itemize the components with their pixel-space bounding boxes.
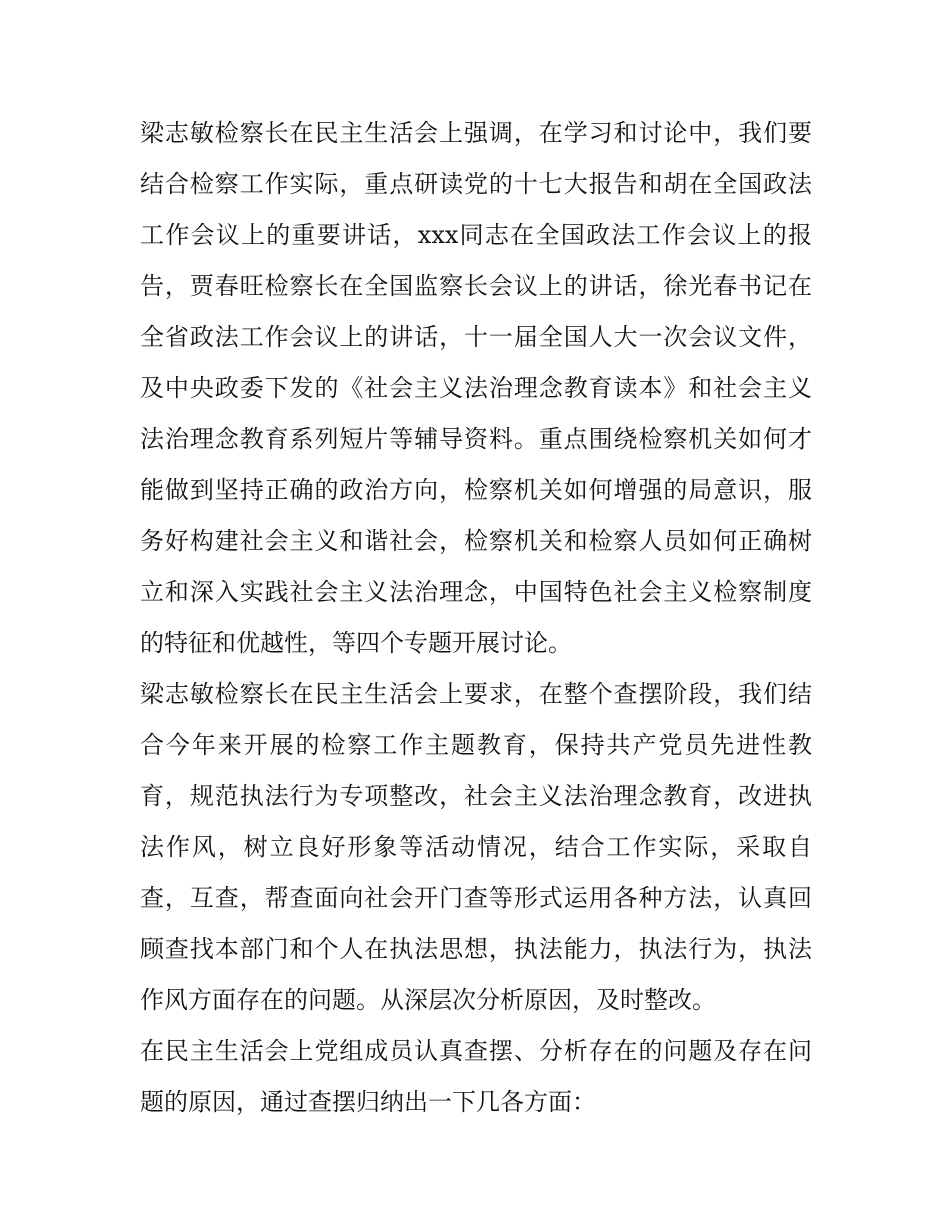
- paragraph-3: [140, 1026, 812, 1128]
- paragraph-line: 立和深入实践社会主义法治理念，中国特色社会主义检察制度: [140, 578, 812, 606]
- paragraph-line: 题的原因，通过查摆归纳出一下几各方面：: [140, 1088, 596, 1116]
- paragraph-line: 顾查找本部门和个人在执法思想，执法能力，执法行为，执法: [140, 935, 812, 963]
- paragraph-line: 在民主生活会上党组成员认真查摆、分析存在的问题及存在问: [140, 1037, 812, 1065]
- paragraph-line: 能做到坚持正确的政治方向，检察机关如何增强的局意识，服: [140, 476, 812, 504]
- paragraph-line: 合今年来开展的检察工作主题教育，保持共产党员先进性教: [140, 731, 812, 759]
- paragraph-line: 育，规范执法行为专项整改，社会主义法治理念教育，改进执: [140, 782, 812, 810]
- paragraph-line: 查，互查，帮查面向社会开门查等形式运用各种方法，认真回: [140, 884, 812, 912]
- paragraph-line: 作风方面存在的问题。从深层次分析原因，及时整改。: [140, 986, 716, 1014]
- paragraph-line: 工作会议上的重要讲话，xxx同志在全国政法工作会议上的报: [140, 221, 812, 249]
- paragraph-1: [140, 108, 812, 669]
- paragraph-2: [140, 669, 812, 1026]
- paragraph-line: 务好构建社会主义和谐社会，检察机关和检察人员如何正确树: [140, 527, 812, 555]
- paragraph-line: 告，贾春旺检察长在全国监察长会议上的讲话，徐光春书记在: [140, 272, 812, 300]
- paragraph-line: 法作风，树立良好形象等活动情况，结合工作实际，采取自: [140, 833, 812, 861]
- paragraph-line: 全省政法工作会议上的讲话，十一届全国人大一次会议文件，: [140, 323, 812, 351]
- paragraph-line: 结合检察工作实际，重点研读党的十七大报告和胡在全国政法: [140, 170, 812, 198]
- paragraph-line: 及中央政委下发的《社会主义法治理念教育读本》和社会主义: [140, 374, 812, 402]
- paragraph-line: 梁志敏检察长在民主生活会上强调，在学习和讨论中，我们要: [140, 119, 812, 147]
- document-body: [140, 108, 812, 1128]
- paragraph-line: 法治理念教育系列短片等辅导资料。重点围绕检察机关如何才: [140, 425, 812, 453]
- paragraph-line: 梁志敏检察长在民主生活会上要求，在整个查摆阶段，我们结: [140, 680, 812, 708]
- paragraph-line: 的特征和优越性，等四个专题开展讨论。: [140, 629, 572, 657]
